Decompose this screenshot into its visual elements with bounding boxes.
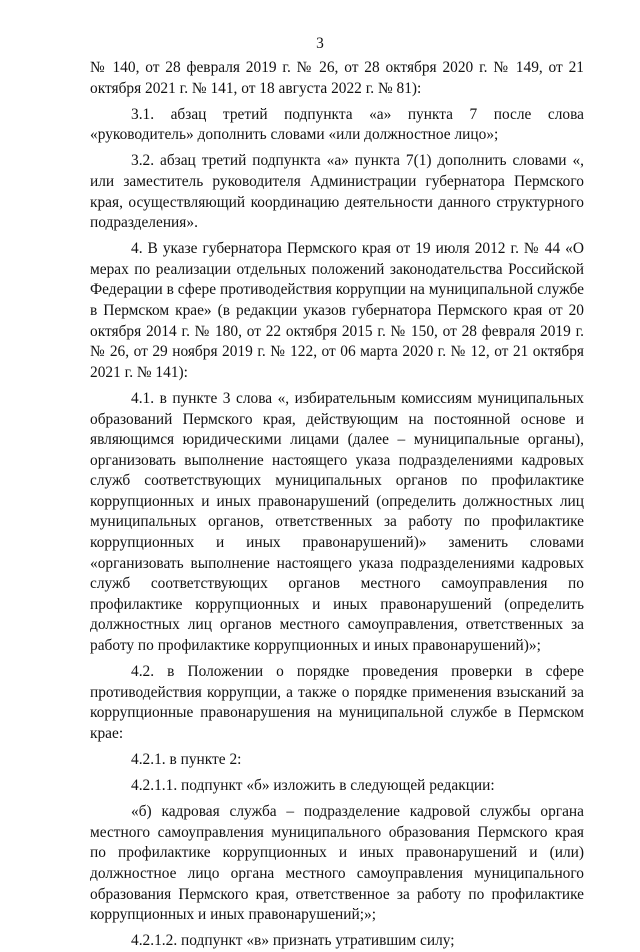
paragraph-continuation: № 140, от 28 февраля 2019 г. № 26, от 28 октября 2020 г. № 149, от 21 октября 2021 г. № 141, от 18 августа 2022 г. № 81): bbox=[90, 59, 584, 97]
document-body bbox=[90, 58, 584, 952]
paragraph-4: 4. В указе губернатора Пермского края от 19 июля 2012 г. № 44 «О мерах по реализации отдельных положений законодательства Российской Федерации в сфере противодействия коррупции на муниципальной службе в Пермском крае» (в редакции указов губернатора Пермского края от 20 октября 2014 г. № 180, от 22 октября 2015 г. № 150, от 28 февраля 2019 г. № 26, от 29 ноября 2019 г. № 122, от 06 марта 2020 г. № 12, от 21 октября 2021 г. № 141): bbox=[90, 240, 584, 381]
paragraph-4-1: 4.1. в пункте 3 слова «, избирательным комиссиям муниципальных образований Пермского края, действующим на постоянной основе и являющимся юридическими лицами (далее – муниципальные органы), организовать выполнение настоящего указа подразделениями кадровых служб соответствующих муниципальных органов по профилактике коррупционных и иных правонарушений (определить должностных лиц муниципальных органов, ответственных за работу по профилактике коррупционных и иных правонарушений)» заменить словами «организовать выполнение настоящего указа подразделениями кадровых служб соответствующих органов местного самоуправления по профилактике коррупционных и иных правонарушений (определить должностных лиц органов местного самоуправления, ответственных за работу по профилактике коррупционных и иных правонарушений)»; bbox=[90, 389, 584, 655]
paragraph-quoted-b: «б) кадровая служба – подразделение кадровой службы органа местного самоуправления муниципального образования Пермского края по профилактике коррупционных и иных правонарушений и (или) должностное лицо органа местного самоуправления муниципального образования Пермского края, ответственное за работу по профилактике коррупционных и иных правонарушений;»; bbox=[90, 803, 584, 924]
page-number: 3 bbox=[316, 35, 324, 52]
paragraph-3-2: 3.2. абзац третий подпункта «а» пункта 7(1) дополнить словами «, или заместитель руководителя Администрации губернатора Пермского края, осуществляющий координацию деятельности данного структурного подразделения». bbox=[90, 152, 584, 232]
paragraph-4-2-1-1: 4.2.1.1. подпункт «б» изложить в следующей редакции: bbox=[131, 777, 495, 795]
paragraph-4-2-1-2: 4.2.1.2. подпункт «в» признать утратившим силу; bbox=[131, 932, 455, 950]
paragraph-4-2: 4.2. в Положении о порядке проведения проверки в сфере противодействия коррупции, а также о порядке применения взысканий за коррупционные правонарушения на муниципальной службе в Пермском крае: bbox=[90, 663, 584, 742]
paragraph-3-1: 3.1. абзац третий подпункта «а» пункта 7 после слова «руководитель» дополнить словами «или должностное лицо»; bbox=[90, 105, 584, 144]
paragraph-4-2-1: 4.2.1. в пункте 2: bbox=[131, 751, 242, 768]
